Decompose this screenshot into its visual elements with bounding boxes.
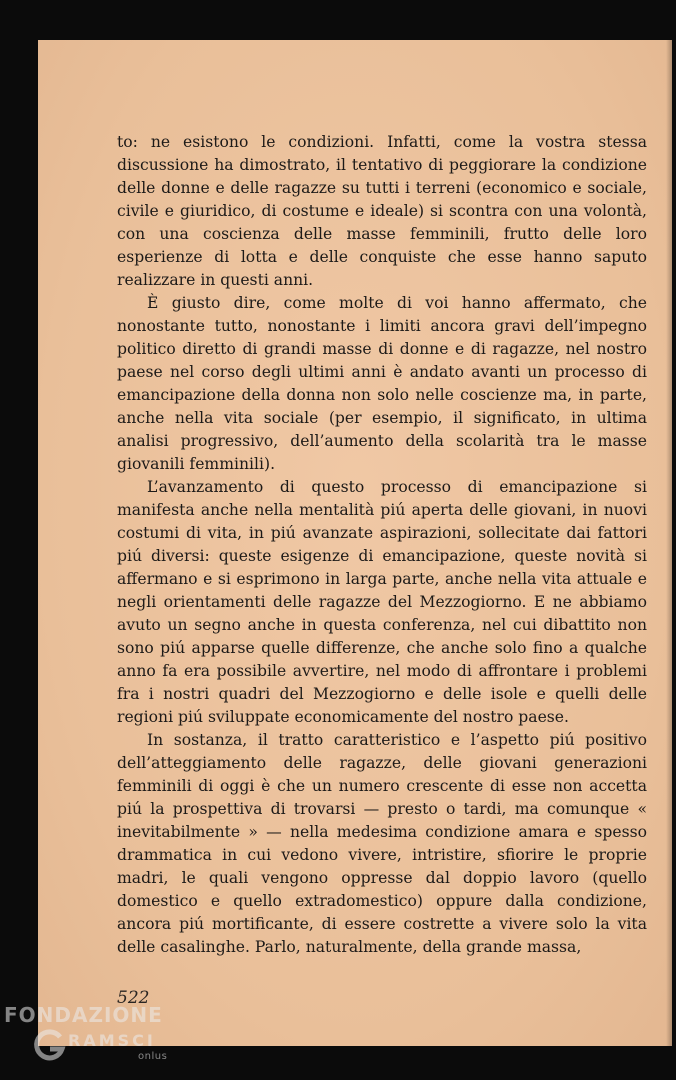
body-text-column <box>117 131 647 959</box>
watermark-suffix: onlus <box>138 1051 168 1062</box>
watermark-logo <box>4 1003 168 1069</box>
paragraph-3: L’avanzamento di questo processo di emancipazione si manifesta anche nella mentalità piú aperta delle giovani, in nuovi costumi di vita, in piú avanzate aspirazioni, sollecitate dai fattori piú diversi: queste esigenze di emancipazione, queste novità si affermano e si esprimono in larga parte, anche nella vita attuale e negli orientamenti delle ragazze del Mezzogiorno. E ne abbiamo avuto un segno anche in questa conferenza, nel cui dibattito non sono piú apparse quelle differenze, che anche solo fino a qualche anno fa era possibile avvertire, nel modo di affrontare i problemi fra i nostri quadri del Mezzogiorno e delle isole e quelli delle regioni piú sviluppate economicamente del nostro paese. <box>117 478 647 726</box>
page-edge-shadow <box>666 40 672 1046</box>
gramsci-g-icon <box>32 1029 66 1063</box>
paragraph-2: È giusto dire, come molte di voi hanno affermato, che nonostante tutto, nonostante i limiti ancora gravi dell’impegno politico diretto di grandi masse di donne e di ragazze, nel nostro paese nel corso degli ultimi anni è andato avanti un processo di emancipazione della donna non solo nelle coscienze ma, in parte, anche nella vita sociale (per esempio, il significato, in ultima analisi progressivo, dell’aumento della scolarità tra le masse giovanili femminili). <box>117 294 647 473</box>
watermark-line1: FONDAZIONE <box>4 1003 163 1027</box>
paragraph-4: In sostanza, il tratto caratteristico e l’aspetto piú positivo dell’atteggiamento delle ragazze, delle giovani generazioni femminili di oggi è che un numero crescente di esse non accetta piú la prospettiva di trovarsi — presto o tardi, ma comunque « inevitabilmente » — nella medesima condizione amara e spesso drammatica in cui vedono vivere, intristire, sfiorire le proprie madri, le quali vengono oppresse dal doppio lavoro (quello domestico e quello extradomestico) oppure dalla condizione, ancora piú mortificante, di essere costrette a vivere solo la vita delle casalinghe. Parlo, naturalmente, della grande massa, <box>117 731 647 956</box>
page-number: 522 <box>117 988 150 1008</box>
paragraph-1: to: ne esistono le condizioni. Infatti, come la vostra stessa discussione ha dimostrato, il tentativo di peggiorare la condizione delle donne e delle ragazze su tutti i terreni (economico e sociale, civile e giuridico, di costume e ideale) si scontra con una volontà, con una coscienza delle masse femminili, frutto delle loro esperienze di lotta e delle conquiste che esse hanno saputo realizzare in questi anni. <box>117 133 647 289</box>
watermark-line2: RAMSCI <box>68 1031 156 1050</box>
